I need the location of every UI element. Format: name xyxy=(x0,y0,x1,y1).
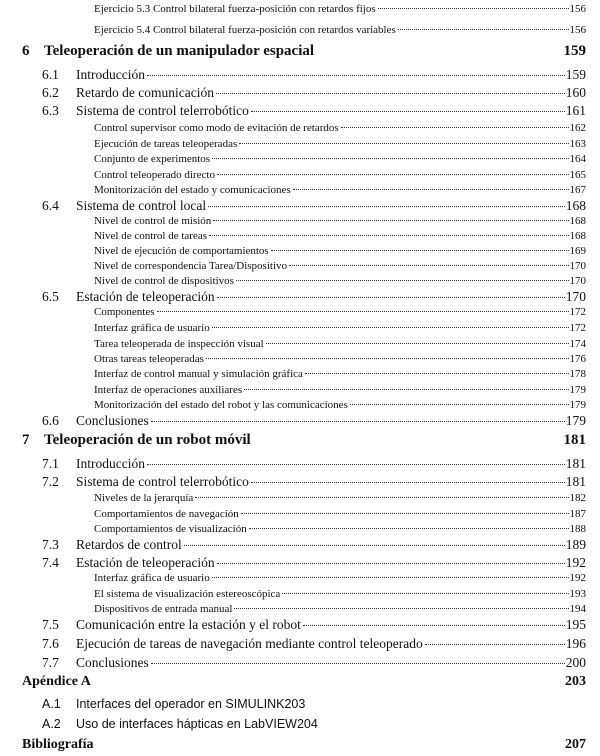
page-number: 161 xyxy=(565,103,586,118)
appendix-entry xyxy=(22,737,586,753)
subsection-entry xyxy=(94,508,586,520)
page-number: 179 xyxy=(569,384,586,396)
entry-number: A.1 xyxy=(42,697,61,711)
section-entry xyxy=(42,198,586,214)
section-entry xyxy=(42,555,586,571)
entry-title: Introducción xyxy=(76,456,145,471)
entry-number: A.2 xyxy=(42,717,61,731)
page-number: 159 xyxy=(563,43,586,59)
entry-title: Otras tareas teleoperadas xyxy=(94,353,204,365)
page-number: 179 xyxy=(565,413,586,428)
subsection-entry xyxy=(94,384,586,396)
entry-number: 7.1 xyxy=(42,456,59,471)
page-number: 194 xyxy=(569,603,586,615)
page-number: 165 xyxy=(569,169,586,181)
dot-leader xyxy=(212,327,569,328)
entry-title: Nivel de control de dispositivos xyxy=(94,275,234,287)
page-number: 203 xyxy=(565,674,586,689)
subsection-entry xyxy=(94,260,586,272)
entry-title: Conclusiones xyxy=(76,413,149,428)
subsection-entry xyxy=(94,322,586,334)
dot-leader xyxy=(151,663,565,664)
page-number: 168 xyxy=(565,198,586,213)
page-number: 172 xyxy=(569,306,586,318)
subsection-entry xyxy=(94,169,586,181)
subsection-entry xyxy=(94,122,586,134)
entry-title: Comunicación entre la estación y el robot xyxy=(76,617,301,632)
entry-title: Comportamientos de navegación xyxy=(94,508,239,520)
entry-number: 6 xyxy=(22,43,30,59)
entry-title: Monitorización del estado del robot y las comunicaciones xyxy=(94,399,348,411)
dot-leader xyxy=(217,297,565,298)
subsection-entry xyxy=(94,353,586,365)
section-entry xyxy=(42,85,586,101)
page-number: 189 xyxy=(565,537,586,552)
dot-leader xyxy=(244,389,568,390)
subsection-entry xyxy=(94,572,586,584)
entry-number: 7.7 xyxy=(42,655,59,670)
section-entry xyxy=(42,474,586,490)
page-number: 192 xyxy=(565,555,586,570)
entry-title: Conclusiones xyxy=(76,655,149,670)
entry-title: Componentes xyxy=(94,306,155,318)
entry-number: 7.2 xyxy=(42,474,59,489)
entry-title: Teleoperación de un robot móvil xyxy=(44,432,251,448)
subsection-entry xyxy=(94,138,586,150)
entry-number: 7.4 xyxy=(42,555,59,570)
dot-leader xyxy=(234,608,568,609)
subsection-entry xyxy=(94,275,586,287)
page-number: 188 xyxy=(569,523,586,535)
dot-leader xyxy=(289,265,569,266)
entry-title: Interfaz gráfica de usuario xyxy=(94,572,210,584)
page-number: 170 xyxy=(569,260,586,272)
entry-title: Comportamientos de visualización xyxy=(94,523,247,535)
subsection-entry xyxy=(94,399,586,411)
entry-title: Interfaz de operaciones auxiliares xyxy=(94,384,243,396)
page-number: 167 xyxy=(569,184,586,196)
section-entry xyxy=(42,456,586,472)
page-number: 163 xyxy=(569,138,586,150)
dot-leader xyxy=(212,158,568,159)
entry-title: Dispositivos de entrada manual xyxy=(94,603,233,615)
page-number: 160 xyxy=(565,85,586,100)
dot-leader xyxy=(341,127,569,128)
entry-title: Apéndice A xyxy=(22,674,91,689)
dot-leader xyxy=(157,311,569,312)
entry-number: 6.6 xyxy=(42,413,59,428)
entry-title: Sistema de control telerrobótico xyxy=(76,103,249,118)
section-entry xyxy=(42,413,586,429)
dot-leader xyxy=(249,528,569,529)
dot-leader xyxy=(305,373,569,374)
entry-title: Sistema de control telerrobótico xyxy=(76,474,249,489)
appendix-item xyxy=(42,717,586,731)
section-entry xyxy=(42,103,586,119)
section-entry xyxy=(42,289,586,305)
section-entry xyxy=(42,636,586,652)
subsection-entry xyxy=(94,24,586,36)
dot-leader xyxy=(217,563,565,564)
page-number: 200 xyxy=(565,655,586,670)
entry-title: Interfaces del operador en SIMULINK203 xyxy=(76,697,306,711)
dot-leader xyxy=(271,250,569,251)
page-number: 168 xyxy=(569,215,586,227)
dot-leader xyxy=(209,235,568,236)
entry-title: Retardos de control xyxy=(76,537,182,552)
subsection-entry xyxy=(94,603,586,615)
entry-title: El sistema de visualización estereoscópica xyxy=(94,588,281,600)
subsection-entry xyxy=(94,153,586,165)
entry-title: Nivel de ejecución de comportamientos xyxy=(94,245,269,257)
page-number: 196 xyxy=(565,636,586,651)
dot-leader xyxy=(206,358,569,359)
dot-leader xyxy=(350,404,569,405)
entry-title: Retardo de comunicación xyxy=(76,85,214,100)
subsection-entry xyxy=(94,306,586,318)
entry-title: Uso de interfaces hápticas en LabVIEW204 xyxy=(76,717,318,731)
page-number: 181 xyxy=(565,474,586,489)
entry-title: Teleoperación de un manipulador espacial xyxy=(44,43,315,59)
dot-leader xyxy=(266,343,569,344)
entry-title: Ejecución de tareas teleoperadas xyxy=(94,138,238,150)
entry-number: 7.3 xyxy=(42,537,59,552)
subsection-entry xyxy=(94,230,586,242)
page-number: 181 xyxy=(563,432,586,448)
dot-leader xyxy=(303,625,565,626)
page-number: 170 xyxy=(565,289,586,304)
page-number: 207 xyxy=(565,737,586,752)
page-number: 162 xyxy=(569,122,586,134)
dot-leader xyxy=(425,644,565,645)
appendix-entry xyxy=(22,674,586,690)
page-number: 181 xyxy=(565,456,586,471)
entry-number: 6.5 xyxy=(42,289,59,304)
entry-title: Conjunto de experimentos xyxy=(94,153,211,165)
appendix-item xyxy=(42,697,586,711)
page-number: 195 xyxy=(565,617,586,632)
page-number: 176 xyxy=(569,353,586,365)
dot-leader xyxy=(293,189,569,190)
page-number: 192 xyxy=(569,572,586,584)
page-number: 182 xyxy=(569,492,586,504)
page-number: 179 xyxy=(569,399,586,411)
dot-leader xyxy=(147,464,565,465)
subsection-entry xyxy=(94,368,586,380)
page-number: 164 xyxy=(569,153,586,165)
page-number: 156 xyxy=(569,24,586,36)
entry-title: Sistema de control local xyxy=(76,198,207,213)
dot-leader xyxy=(147,75,565,76)
entry-number: 6.3 xyxy=(42,103,59,118)
entry-number: 7.5 xyxy=(42,617,59,632)
dot-leader xyxy=(216,93,565,94)
entry-title: Tarea teleoperada de inspección visual xyxy=(94,338,264,350)
chapter-entry xyxy=(22,432,586,449)
section-entry xyxy=(42,67,586,83)
entry-title: Interfaz de control manual y simulación gráfica xyxy=(94,368,303,380)
entry-title: Nivel de control de tareas xyxy=(94,230,208,242)
dot-leader xyxy=(212,577,569,578)
dot-leader xyxy=(241,513,569,514)
dot-leader xyxy=(251,111,565,112)
entry-title: Nivel de correspondencia Tarea/Dispositivo xyxy=(94,260,287,272)
entry-title: Control teleoperado directo xyxy=(94,169,215,181)
entry-number: 7 xyxy=(22,432,30,448)
subsection-entry xyxy=(94,184,586,196)
page-number: 156 xyxy=(569,3,586,15)
entry-title: Ejercicio 5.3 Control bilateral fuerza-posición con retardos fijos xyxy=(94,3,376,15)
dot-leader xyxy=(208,206,565,207)
entry-title: Ejercicio 5.4 Control bilateral fuerza-posición con retardos variables xyxy=(94,24,396,36)
subsection-entry xyxy=(94,523,586,535)
dot-leader xyxy=(251,482,565,483)
page-number: 174 xyxy=(569,338,586,350)
entry-title: Introducción xyxy=(76,67,145,82)
subsection-entry xyxy=(94,588,586,600)
page-number: 170 xyxy=(569,275,586,287)
entry-number: 7.6 xyxy=(42,636,59,651)
entry-title: Nivel de control de misión xyxy=(94,215,212,227)
entry-title: Monitorización del estado y comunicaciones xyxy=(94,184,291,196)
subsection-entry xyxy=(94,245,586,257)
dot-leader xyxy=(195,497,568,498)
subsection-entry xyxy=(94,3,586,15)
dot-leader xyxy=(282,593,568,594)
entry-title: Estación de teleoperación xyxy=(76,555,215,570)
dot-leader xyxy=(217,174,569,175)
dot-leader xyxy=(236,280,569,281)
dot-leader xyxy=(378,8,569,9)
section-entry xyxy=(42,537,586,553)
subsection-entry xyxy=(94,215,586,227)
entry-title: Estación de teleoperación xyxy=(76,289,215,304)
subsection-entry xyxy=(94,338,586,350)
page-number: 172 xyxy=(569,322,586,334)
dot-leader xyxy=(239,143,568,144)
dot-leader xyxy=(184,545,565,546)
page-number: 178 xyxy=(569,368,586,380)
section-entry xyxy=(42,655,586,671)
entry-title: Bibliografía xyxy=(22,737,94,752)
chapter-entry xyxy=(22,43,586,60)
subsection-entry xyxy=(94,492,586,504)
entry-title: Control supervisor como modo de evitación de retardos xyxy=(94,122,339,134)
entry-number: 6.1 xyxy=(42,67,59,82)
entry-number: 6.4 xyxy=(42,198,59,213)
entry-title: Niveles de la jerarquía xyxy=(94,492,194,504)
page-number: 159 xyxy=(565,67,586,82)
entry-title: Ejecución de tareas de navegación mediante control teleoperado xyxy=(76,636,423,651)
page-number: 187 xyxy=(569,508,586,520)
dot-leader xyxy=(151,421,565,422)
dot-leader xyxy=(398,29,569,30)
page-number: 168 xyxy=(569,230,586,242)
entry-number: 6.2 xyxy=(42,85,59,100)
section-entry xyxy=(42,617,586,633)
entry-title: Interfaz gráfica de usuario xyxy=(94,322,210,334)
dot-leader xyxy=(213,220,568,221)
page-number: 193 xyxy=(569,588,586,600)
page-number: 169 xyxy=(569,245,586,257)
